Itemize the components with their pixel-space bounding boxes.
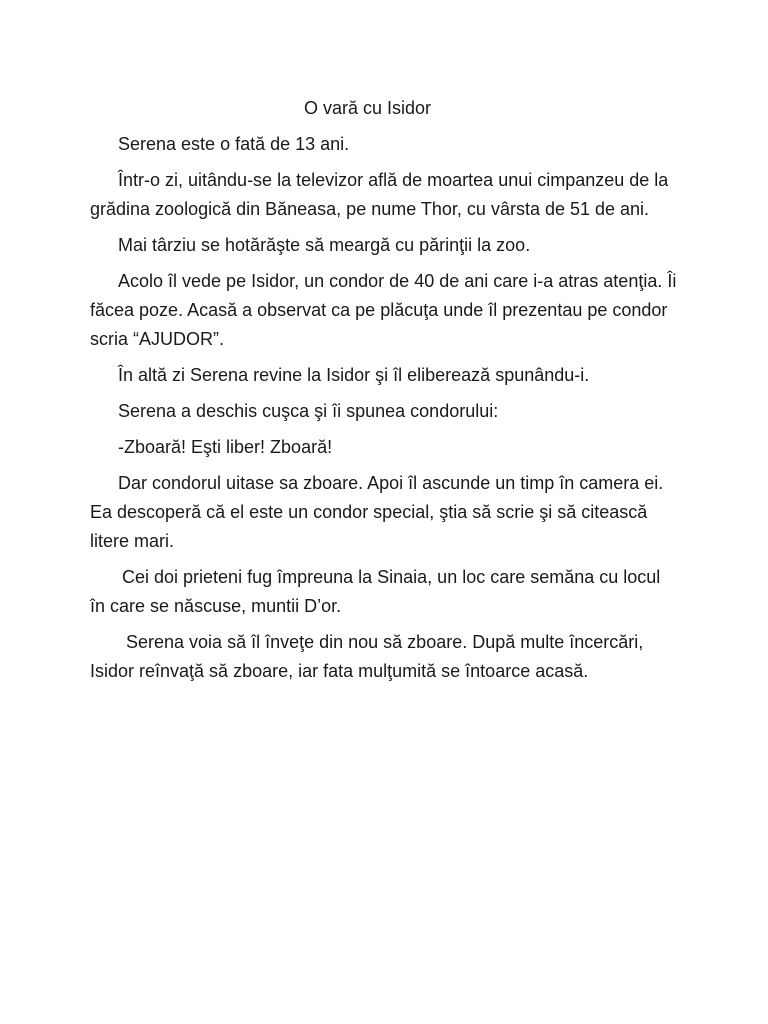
paragraph-1: Serena este o fată de 13 ani.: [118, 134, 350, 154]
paragraph-6: Serena a deschis cuşca şi îi spunea condorului:: [118, 401, 499, 421]
paragraph-8: Dar condorul uitase sa zboare. Apoi îl ascunde un timp în camera ei. Ea descoperă că el este un condor special, ştia să scrie şi să citească litere mari.: [90, 473, 664, 551]
paragraph-10: Serena voia să îl înveţe din nou să zboare. După multe încercări, Isidor reînvaţă să zboare, iar fata mulţumită se întoarce acasă.: [90, 632, 644, 681]
document-body: [90, 94, 680, 693]
paragraph-4: Acolo îl vede pe Isidor, un condor de 40 de ani care i-a atras atenţia. Îi făcea poze. Acasă a observat ca pe plăcuţa unde îl prezentau pe condor scria “AJUDOR”.: [90, 271, 677, 349]
paragraph-7: -Zboară! Eşti liber! Zboară!: [118, 437, 333, 457]
paragraph-5: În altă zi Serena revine la Isidor şi îl eliberează spunându-i.: [118, 365, 590, 385]
paragraph-9: Cei doi prieteni fug împreuna la Sinaia, un loc care semăna cu locul în care se născuse, muntii D’or.: [90, 567, 661, 616]
document-title: O vară cu Isidor: [304, 98, 432, 118]
paragraph-2: Într-o zi, uitându-se la televizor află de moartea unui cimpanzeu de la grădina zoologică din Băneasa, pe nume Thor, cu vârsta de 51 de ani.: [90, 170, 669, 219]
paragraph-3: Mai târziu se hotărăşte să meargă cu părinţii la zoo.: [118, 235, 531, 255]
